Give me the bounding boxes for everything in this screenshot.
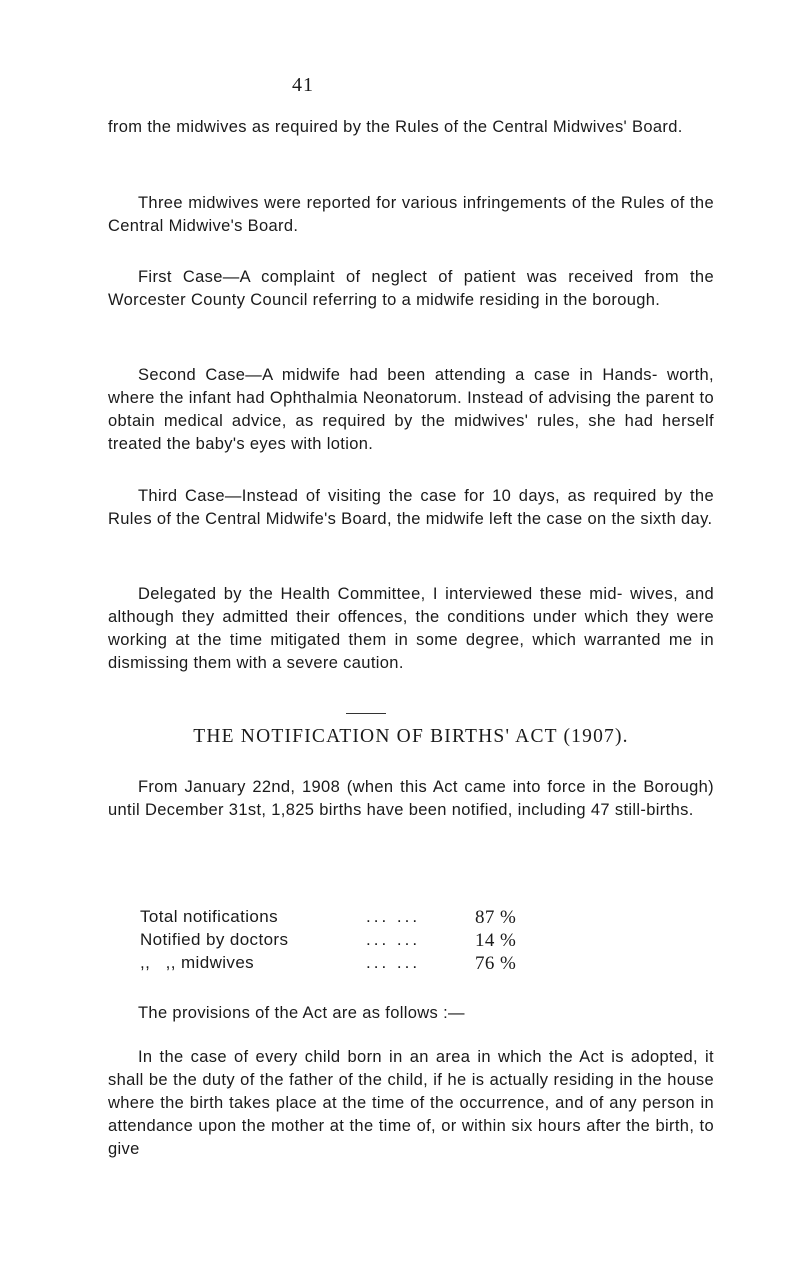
stat-label: Total notifications bbox=[140, 907, 279, 926]
paragraph-third-case: Third Case—Instead of visiting the case for 10 days, as required by the Rules of the Central Midwife's Board, the midwife left the case on the sixth day. bbox=[108, 487, 714, 528]
stat-row bbox=[108, 930, 714, 953]
stat-leader-dots: ... ... bbox=[366, 953, 421, 972]
section-divider bbox=[346, 713, 386, 714]
stat-label: Notified by doctors bbox=[140, 930, 289, 949]
paragraph-second-case: Second Case—A midwife had been attending a case in Hands- worth, where the infant had Ophthalmia Neonatorum. Instead of advising the parent to obtain medical advice, as required by the midwives' rules, she had herself treated the baby's eyes with lotion. bbox=[108, 366, 714, 453]
stat-leader-dots: ... ... bbox=[366, 907, 421, 926]
paragraph-notification-intro: From January 22nd, 1908 (when this Act came into force in the Borough) until December 31st, 1,825 births have been notified, including 47 still-births. bbox=[108, 778, 714, 819]
stat-value: 14 % bbox=[475, 930, 517, 951]
stat-row bbox=[108, 953, 714, 976]
paragraph-provisions-text: In the case of every child born in an area in which the Act is adopted, it shall be the duty of the father of the child, if he is actually residing in the house where the birth takes place at the time of the occurrence, and of any person in attendance upon the mother at the time of, or within six hours after the birth, to give bbox=[108, 1048, 714, 1158]
stat-label: ,, ,, midwives bbox=[140, 953, 255, 972]
paragraph-board-continuation: from the midwives as required by the Rules of the Central Midwives' Board. bbox=[108, 118, 683, 136]
paragraph-delegated: Delegated by the Health Committee, I interviewed these mid- wives, and although they admitted their offences, the conditions under which they were working at the time mitigated them in some degree, which warranted me in dismissing them with a severe caution. bbox=[108, 585, 714, 672]
stat-leader-dots: ... ... bbox=[366, 930, 421, 949]
section-heading: THE NOTIFICATION OF BIRTHS' ACT (1907). bbox=[193, 726, 629, 747]
stat-row bbox=[108, 907, 714, 930]
paragraph-first-case: First Case—A complaint of neglect of patient was received from the Worcester County Council referring to a midwife residing in the borough. bbox=[108, 268, 714, 309]
paragraph-provisions-intro: The provisions of the Act are as follows :— bbox=[138, 1004, 465, 1022]
notification-stats bbox=[108, 907, 714, 976]
stat-value: 76 % bbox=[475, 953, 517, 974]
page-number: 41 bbox=[292, 74, 314, 96]
paragraph-three-midwives: Three midwives were reported for various infringements of the Rules of the Central Midwive's Board. bbox=[108, 194, 714, 235]
stat-value: 87 % bbox=[475, 907, 517, 928]
